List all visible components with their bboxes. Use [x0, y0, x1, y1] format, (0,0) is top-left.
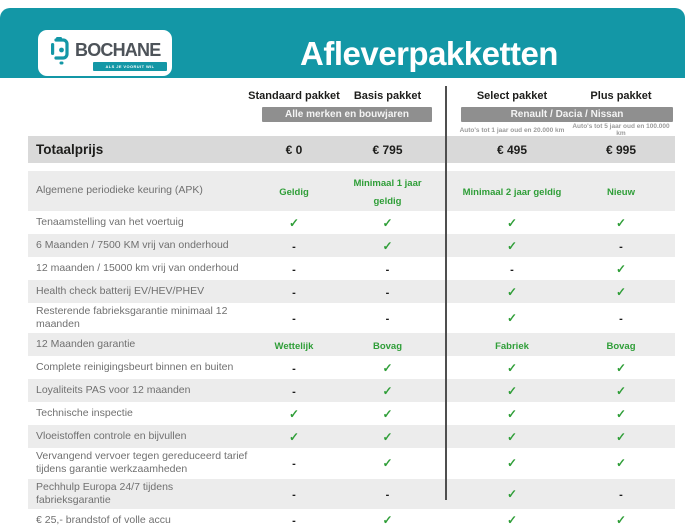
dash-mark: -: [292, 458, 296, 471]
feature-label: Health check batterij EV/HEV/PHEV: [36, 284, 205, 297]
table-row: [28, 479, 675, 509]
feature-value-select: [457, 428, 567, 446]
table-row: [28, 303, 675, 333]
dash-mark: -: [292, 488, 296, 501]
check-icon: ✓: [615, 429, 627, 444]
column-header-select: Select pakket: [476, 90, 548, 102]
dash-mark: -: [292, 385, 296, 398]
feature-value-basis: [340, 405, 435, 423]
feature-value-standaard: [248, 382, 340, 400]
feature-value-select: [457, 336, 567, 354]
check-icon: ✓: [506, 486, 518, 501]
check-icon: ✓: [615, 360, 627, 375]
group-banner-all-brands: Alle merken en bouwjaren: [262, 107, 432, 122]
column-header-plus: Plus pakket: [590, 90, 652, 102]
feature-value-standaard: [248, 511, 340, 529]
table-row: [28, 333, 675, 356]
feature-value-plus: [567, 260, 675, 278]
dash-mark: -: [619, 240, 623, 253]
feature-value-plus: [567, 428, 675, 446]
column-headers-row: [28, 86, 675, 106]
feature-value-select: [457, 260, 567, 278]
feature-label: Resterende fabrieksgarantie minimaal 12 maanden: [36, 305, 228, 331]
check-icon: ✓: [506, 215, 518, 230]
feature-label: Technische inspectie: [36, 407, 133, 420]
table-row: [28, 379, 675, 402]
feature-value-select: [457, 182, 567, 200]
dash-mark: -: [385, 263, 390, 276]
check-icon: ✓: [382, 215, 393, 230]
feature-value-basis: [340, 309, 435, 327]
feature-value-plus: [567, 485, 675, 503]
check-icon: ✓: [506, 360, 518, 375]
table-row: [28, 425, 675, 448]
feature-value-basis: [340, 485, 435, 503]
feature-text-value: Minimaal 1 jaar geldig: [353, 178, 422, 207]
total-price-row: [28, 136, 675, 163]
note-select: Auto's tot 1 jaar oud en 20.000 km: [459, 126, 565, 134]
check-icon: ✓: [288, 215, 300, 230]
feature-label: Complete reinigingsbeurt binnen en buiten: [36, 361, 234, 374]
dash-mark: -: [292, 240, 296, 253]
check-icon: ✓: [615, 406, 627, 421]
check-icon: ✓: [382, 383, 393, 398]
feature-label: Vloeistoffen controle en bijvullen: [36, 430, 187, 443]
feature-value-standaard: [248, 260, 340, 278]
feature-label: Algemene periodieke keuring (APK): [36, 184, 203, 197]
table-row: [28, 171, 675, 211]
logo-tagline: ALS JE VOORUIT WIL: [93, 62, 167, 71]
feature-label: 12 maanden / 15000 km vrij van onderhoud: [36, 261, 239, 274]
header-band: [0, 8, 685, 78]
feature-value-plus: [567, 405, 675, 423]
feature-value-standaard: [248, 309, 340, 327]
check-icon: ✓: [382, 456, 393, 471]
column-group-divider: [445, 86, 447, 500]
feature-value-basis: [340, 511, 435, 529]
feature-value-select: [457, 309, 567, 327]
feature-text-value: Wettelijk: [274, 340, 314, 352]
table-row: [28, 280, 675, 303]
check-icon: ✓: [382, 406, 393, 421]
feature-text-value: Nieuw: [607, 187, 635, 198]
feature-label: Loyaliteits PAS voor 12 maanden: [36, 384, 191, 397]
feature-value-plus: [567, 182, 675, 200]
check-icon: ✓: [615, 284, 627, 299]
table-row: [28, 257, 675, 280]
price-basis: € 795: [372, 142, 403, 157]
table-row: [28, 509, 675, 532]
check-icon: ✓: [382, 360, 393, 375]
dash-mark: -: [292, 263, 296, 276]
check-icon: ✓: [506, 284, 518, 299]
feature-text-value: Minimaal 2 jaar geldig: [462, 187, 562, 198]
feature-label: 6 Maanden / 7500 KM vrij van onderhoud: [36, 238, 229, 251]
feature-value-standaard: [248, 237, 340, 255]
feature-value-basis: [340, 173, 435, 209]
check-icon: ✓: [506, 311, 518, 326]
dash-mark: -: [385, 313, 390, 326]
total-price-label: Totaalprijs: [36, 142, 104, 157]
check-icon: ✓: [506, 513, 518, 528]
logo-wordmark: BOCHANE: [75, 39, 161, 60]
group-banners-row: [28, 106, 675, 123]
check-icon: ✓: [615, 456, 627, 471]
dash-mark: -: [292, 515, 296, 528]
check-icon: ✓: [506, 429, 518, 444]
check-icon: ✓: [615, 383, 627, 398]
check-icon: ✓: [382, 513, 393, 528]
feature-label: Vervangend vervoer tegen gereduceerd tarief tijdens garantie werkzaamheden: [36, 450, 248, 476]
dash-mark: -: [292, 313, 296, 326]
check-icon: ✓: [506, 383, 518, 398]
feature-value-plus: [567, 382, 675, 400]
feature-value-plus: [567, 237, 675, 255]
feature-value-standaard: [248, 454, 340, 472]
feature-text-value: Bovag: [606, 340, 636, 352]
feature-value-select: [457, 485, 567, 503]
dash-mark: -: [385, 488, 390, 501]
price-plus: € 995: [605, 142, 637, 157]
feature-value-select: [457, 359, 567, 377]
feature-value-basis: [340, 214, 435, 232]
table-row: [28, 402, 675, 425]
column-header-basis: Basis pakket: [353, 90, 422, 102]
dash-mark: -: [292, 362, 296, 375]
feature-value-plus: [567, 511, 675, 529]
dash-mark: -: [292, 286, 296, 299]
feature-label: Pechhulp Europa 24/7 tijdens fabrieksgarantie: [36, 480, 174, 506]
feature-value-standaard: [248, 182, 340, 200]
feature-text-value: Geldig: [279, 187, 309, 198]
table-row: [28, 448, 675, 478]
dash-mark: -: [619, 313, 623, 326]
feature-value-standaard: [248, 485, 340, 503]
feature-value-select: [457, 405, 567, 423]
check-icon: ✓: [506, 456, 518, 471]
feature-value-plus: [567, 454, 675, 472]
feature-value-basis: [340, 428, 435, 446]
table-row: [28, 356, 675, 379]
feature-value-select: [457, 214, 567, 232]
page-title: Afleverpakketten: [300, 35, 558, 72]
feature-rows: [28, 171, 675, 532]
feature-text-value: Bovag: [372, 340, 403, 352]
feature-value-basis: [340, 336, 435, 354]
check-icon: ✓: [382, 429, 393, 444]
check-icon: ✓: [615, 513, 627, 528]
feature-value-select: [457, 382, 567, 400]
dash-mark: -: [385, 286, 390, 299]
column-notes-row: [28, 123, 675, 136]
check-icon: ✓: [288, 429, 300, 444]
feature-value-plus: [567, 309, 675, 327]
feature-value-select: [457, 237, 567, 255]
check-icon: ✓: [382, 238, 393, 253]
check-icon: ✓: [615, 215, 627, 230]
feature-value-standaard: [248, 283, 340, 301]
table-row: [28, 211, 675, 234]
feature-value-select: [457, 283, 567, 301]
feature-value-plus: [567, 336, 675, 354]
group-banner-renault-dacia-nissan: Renault / Dacia / Nissan: [461, 107, 673, 122]
feature-text-value: Fabriek: [495, 340, 529, 352]
feature-value-select: [457, 454, 567, 472]
feature-value-basis: [340, 382, 435, 400]
feature-value-basis: [340, 454, 435, 472]
column-header-standaard: Standaard pakket: [248, 90, 340, 102]
feature-value-basis: [340, 237, 435, 255]
check-icon: ✓: [615, 261, 627, 276]
feature-value-basis: [340, 260, 435, 278]
feature-value-plus: [567, 283, 675, 301]
feature-label: 12 Maanden garantie: [36, 338, 136, 351]
feature-value-standaard: [248, 214, 340, 232]
dash-mark: -: [510, 263, 514, 276]
dash-mark: -: [619, 488, 623, 501]
check-icon: ✓: [506, 406, 518, 421]
check-icon: ✓: [506, 238, 518, 253]
price-standaard: € 0: [285, 142, 303, 157]
bochane-logo: [38, 30, 172, 76]
feature-value-basis: [340, 359, 435, 377]
price-select: € 495: [496, 142, 528, 157]
feature-value-plus: [567, 214, 675, 232]
check-icon: ✓: [288, 406, 300, 421]
packages-table: [28, 86, 675, 532]
feature-label: € 25,- brandstof of volle accu: [36, 513, 171, 526]
feature-value-standaard: [248, 428, 340, 446]
note-plus: Auto's tot 5 jaar oud en 100.000 km: [572, 123, 670, 137]
feature-value-select: [457, 511, 567, 529]
feature-value-plus: [567, 359, 675, 377]
feature-value-basis: [340, 283, 435, 301]
feature-value-standaard: [248, 405, 340, 423]
bochane-van-icon: [50, 37, 70, 69]
table-row: [28, 234, 675, 257]
feature-label: Tenaamstelling van het voertuig: [36, 215, 184, 228]
feature-value-standaard: [248, 359, 340, 377]
feature-value-standaard: [248, 336, 340, 354]
